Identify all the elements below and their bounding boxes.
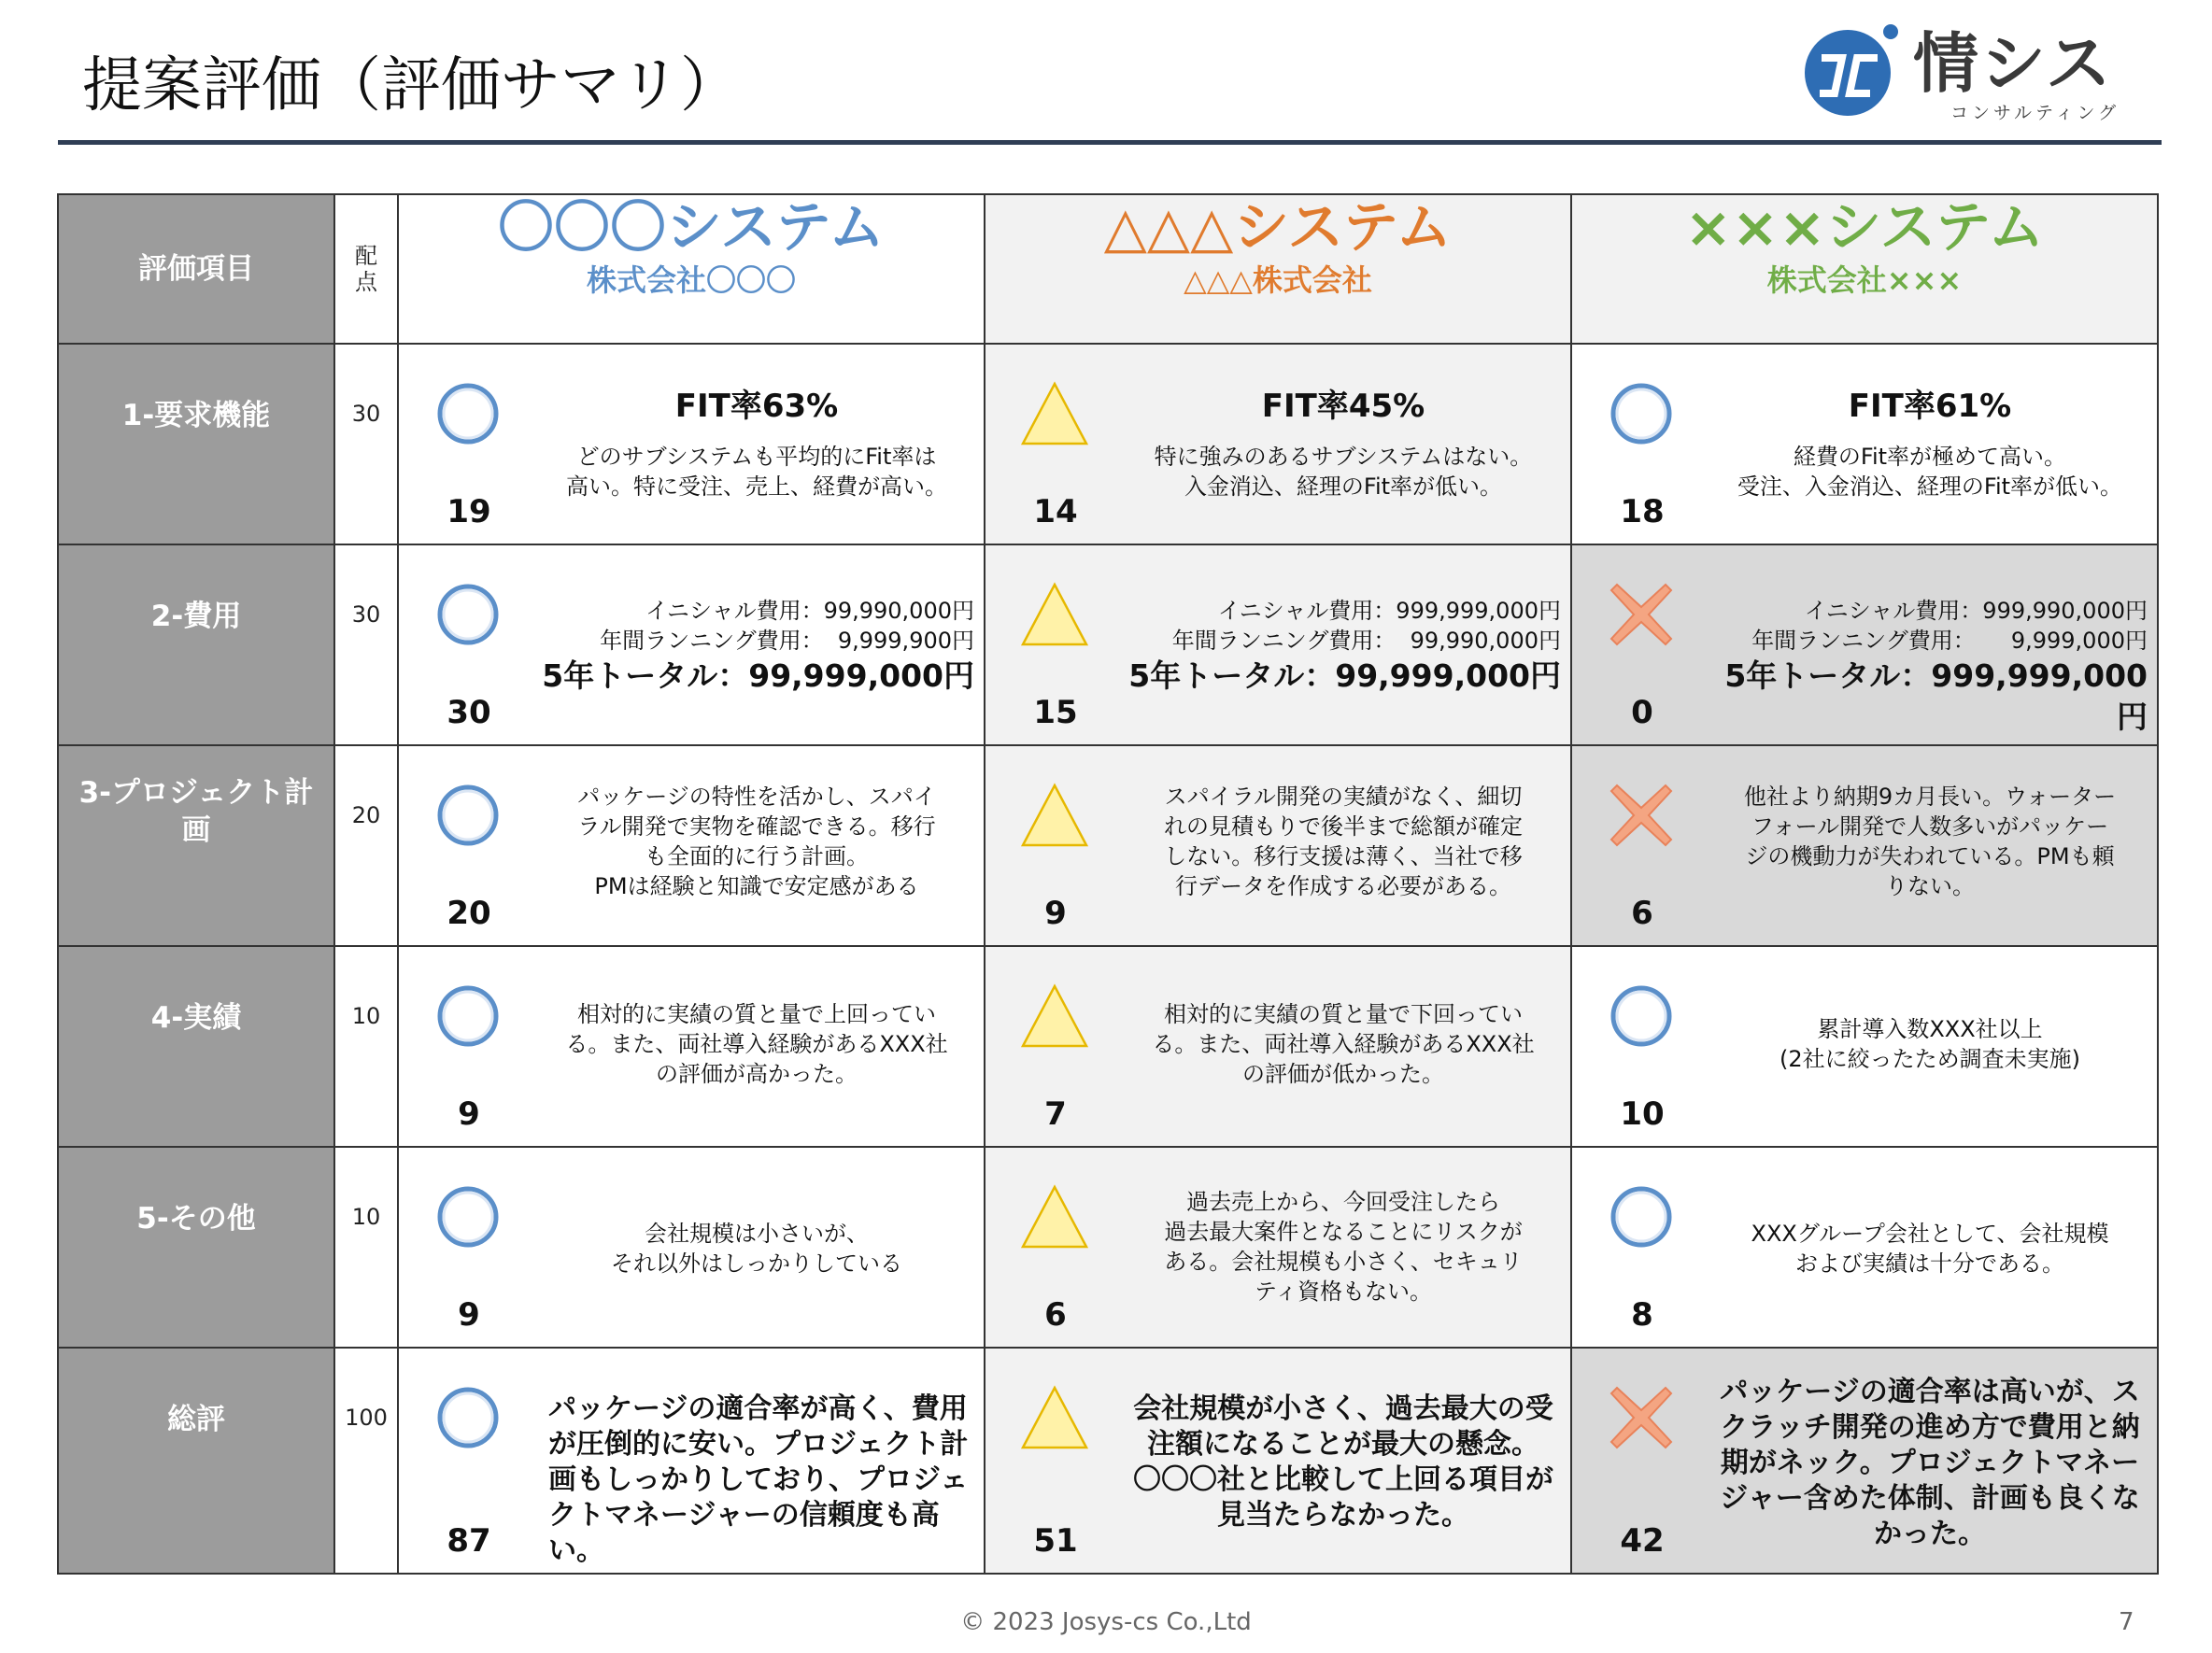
title-rule [58,140,2162,145]
circle-icon [1608,380,1675,447]
cell-a [398,544,985,745]
row-cost [58,544,2158,745]
cell-b [985,1147,1571,1348]
fit-rate: FIT率63% [674,388,839,425]
header-row [58,194,2158,344]
points-cell [334,1348,398,1574]
cross-icon [1608,581,1675,648]
comment: パッケージの適合率が高く、費用 が圧倒的に安い。プロジェクト計 画もしっかりしており、プロジェ クトマネージャーの信頼度も高い。 [548,1392,969,1567]
cell-c [1571,544,2158,745]
comment: 相対的に実績の質と量で下回ってい る。また、両社導入経験があるXXX社 の評価が低かった。 [1152,1001,1535,1087]
cell-b [985,946,1571,1147]
logo-mark-icon [1801,21,1900,120]
triangle-icon [1021,982,1088,1050]
points-header-label: 配点 [355,243,377,295]
logo-name: 情シス [1913,25,2113,102]
total-cost: 5年トータル：99,999,000円 [1128,657,1561,694]
score: 9 [458,1296,480,1334]
page-number: 7 [2119,1608,2134,1636]
circle-icon [434,1384,502,1451]
comment: XXXグループ会社として、会社規模 および実績は十分である。 [1751,1221,2109,1277]
circle-icon [434,581,502,648]
row-requirements [58,344,2158,544]
score: 9 [1044,895,1067,932]
circle-icon [434,380,502,447]
item-cell [58,344,334,544]
vendor-name-c: ×××システム [1684,195,2045,261]
item-cell [58,946,334,1147]
vendor-header-c [1571,194,2158,344]
vendor-name-b: △△△システム [1103,195,1453,261]
comment: 相対的に実績の質と量で上回ってい る。また、両社導入経験があるXXX社 の評価が高かった。 [565,1001,948,1087]
score: 9 [458,1095,480,1133]
points-value: 30 [351,601,381,628]
cell-c [1571,745,2158,946]
initial-cost: イニシャル費用：99,990,000円 [645,598,974,624]
score: 8 [1631,1296,1653,1334]
score: 6 [1631,895,1653,932]
item-header-label: 評価項目 [138,252,254,286]
comment: 特に強みのあるサブシステムはない。 入金消込、経理のFit率が低い。 [1154,444,1533,500]
logo-subtitle: コンサルティング [1950,103,2120,123]
initial-cost: イニシャル費用：999,999,000円 [1217,598,1561,624]
comment: 累計導入数XXX社以上 (2社に絞ったため調査未実施) [1780,1016,2080,1072]
triangle-icon [1021,1183,1088,1250]
vendor-header-b [985,194,1571,344]
initial-cost: イニシャル費用：999,990,000円 [1804,598,2148,624]
total-cost: 5年トータル：99,999,000円 [542,657,974,694]
circle-icon [1608,1183,1675,1250]
running-cost: 年間ランニング費用： 9,999,900円 [600,628,974,654]
comment: どのサブシステムも平均的にFit率は 高い。特に受注、売上、経費が高い。 [566,444,947,500]
cell-a [398,745,985,946]
vendor-company-a: 株式会社〇〇〇 [586,262,796,298]
item-label: 1-要求機能 [121,399,271,432]
score: 18 [1620,493,1665,530]
total-cost: 5年トータル：999,999,000円 [1724,657,2148,735]
row-other [58,1147,2158,1348]
points-cell [334,946,398,1147]
points-value: 20 [351,802,381,828]
cell-b [985,544,1571,745]
score: 87 [447,1522,491,1560]
circle-icon [434,982,502,1050]
points-cell [334,544,398,745]
cost-block [530,596,974,697]
points-value: 10 [351,1204,381,1230]
cell-c [1571,1348,2158,1574]
points-value: 30 [351,401,381,427]
copyright-footer: © 2023 Josys-cs Co.,Ltd [960,1608,1252,1636]
item-label: 2-費用 [150,600,242,633]
comment: 会社規模が小さく、過去最大の受 注額になることが最大の懸念。 〇〇〇社と比較して上回る項目が 見当たらなかった。 [1133,1392,1553,1532]
fit-rate: FIT率61% [1848,388,2012,425]
cross-icon [1608,782,1675,849]
company-logo [1801,13,2156,125]
vendor-company-c: 株式会社××× [1766,262,1963,298]
points-cell [334,1147,398,1348]
score: 15 [1033,694,1078,731]
item-cell [58,1348,334,1574]
vendor-name-a: 〇〇〇システム [498,195,885,261]
points-cell [334,344,398,544]
cross-icon [1608,1384,1675,1451]
score: 14 [1033,493,1078,530]
cell-b [985,745,1571,946]
cell-a [398,344,985,544]
score: 20 [447,895,491,932]
cell-a [398,1348,985,1574]
score: 6 [1044,1296,1067,1334]
cell-b [985,1348,1571,1574]
points-value: 10 [351,1003,381,1029]
score: 42 [1620,1522,1665,1560]
cost-block [1116,596,1561,697]
evaluation-table [57,193,2159,1575]
cell-c [1571,946,2158,1147]
comment: 会社規模は小さいが、 それ以外はしっかりしている [611,1221,902,1277]
item-label: 4-実績 [150,1001,242,1035]
score: 51 [1033,1522,1078,1560]
cell-c [1571,1147,2158,1348]
score: 7 [1044,1095,1067,1133]
item-cell [58,544,334,745]
points-value: 100 [345,1405,388,1431]
score: 19 [447,493,491,530]
triangle-icon [1021,581,1088,648]
row-project-plan [58,745,2158,946]
points-header-cell [334,194,398,344]
vendor-header-a [398,194,985,344]
fit-rate: FIT率45% [1261,388,1425,425]
triangle-icon [1021,1384,1088,1451]
points-cell [334,745,398,946]
cell-b [985,344,1571,544]
score: 0 [1631,694,1653,731]
item-label: 3-プロジェクト計画 [78,776,314,847]
comment: スパイラル開発の実績がなく、細切 れの見積もりで後半まで総額が確定 しない。移行支援は薄く、当社で移 行データを作成する必要がある。 [1164,784,1523,899]
row-track-record [58,946,2158,1147]
comment: 他社より納期9カ月長い。ウォーター フォール開発で人数多いがパッケー ジの機動力が失われている。PMも頼 りない。 [1743,784,2117,899]
page-title: 提案評価（評価サマリ） [82,51,740,120]
comment: 経費のFit率が極めて高い。 受注、入金消込、経理のFit率が低い。 [1737,444,2123,500]
comment: パッケージの適合率は高いが、ス クラッチ開発の進め方で費用と納 期がネック。プロジェクトマネー ジャー含めた体制、計画も良くな かった。 [1720,1376,2140,1550]
cell-a [398,946,985,1147]
item-label: 総評 [167,1403,225,1436]
score: 30 [447,694,491,731]
comment: 過去売上から、今回受注したら 過去最大案件となることにリスクが ある。会社規模も小さく、セキュリ ティ資格もない。 [1164,1189,1523,1305]
item-header-cell [58,194,334,344]
running-cost: 年間ランニング費用： 99,990,000円 [1171,628,1561,654]
circle-icon [434,1183,502,1250]
running-cost: 年間ランニング費用： 9,999,000円 [1751,628,2148,654]
triangle-icon [1021,782,1088,849]
cell-c [1571,344,2158,544]
item-cell [58,745,334,946]
triangle-icon [1021,380,1088,447]
score: 10 [1620,1095,1665,1133]
item-cell [58,1147,334,1348]
cell-a [398,1147,985,1348]
comment: パッケージの特性を活かし、スパイ ラル開発で実物を確認できる。移行 も全面的に行う計画。 PMは経験と知識で安定感がある [577,784,936,899]
row-summary [58,1348,2158,1574]
vendor-company-b: △△△株式会社 [1184,262,1372,298]
circle-icon [434,782,502,849]
cost-block [1703,596,2148,738]
circle-icon [1608,982,1675,1050]
item-label: 5-その他 [136,1202,256,1236]
